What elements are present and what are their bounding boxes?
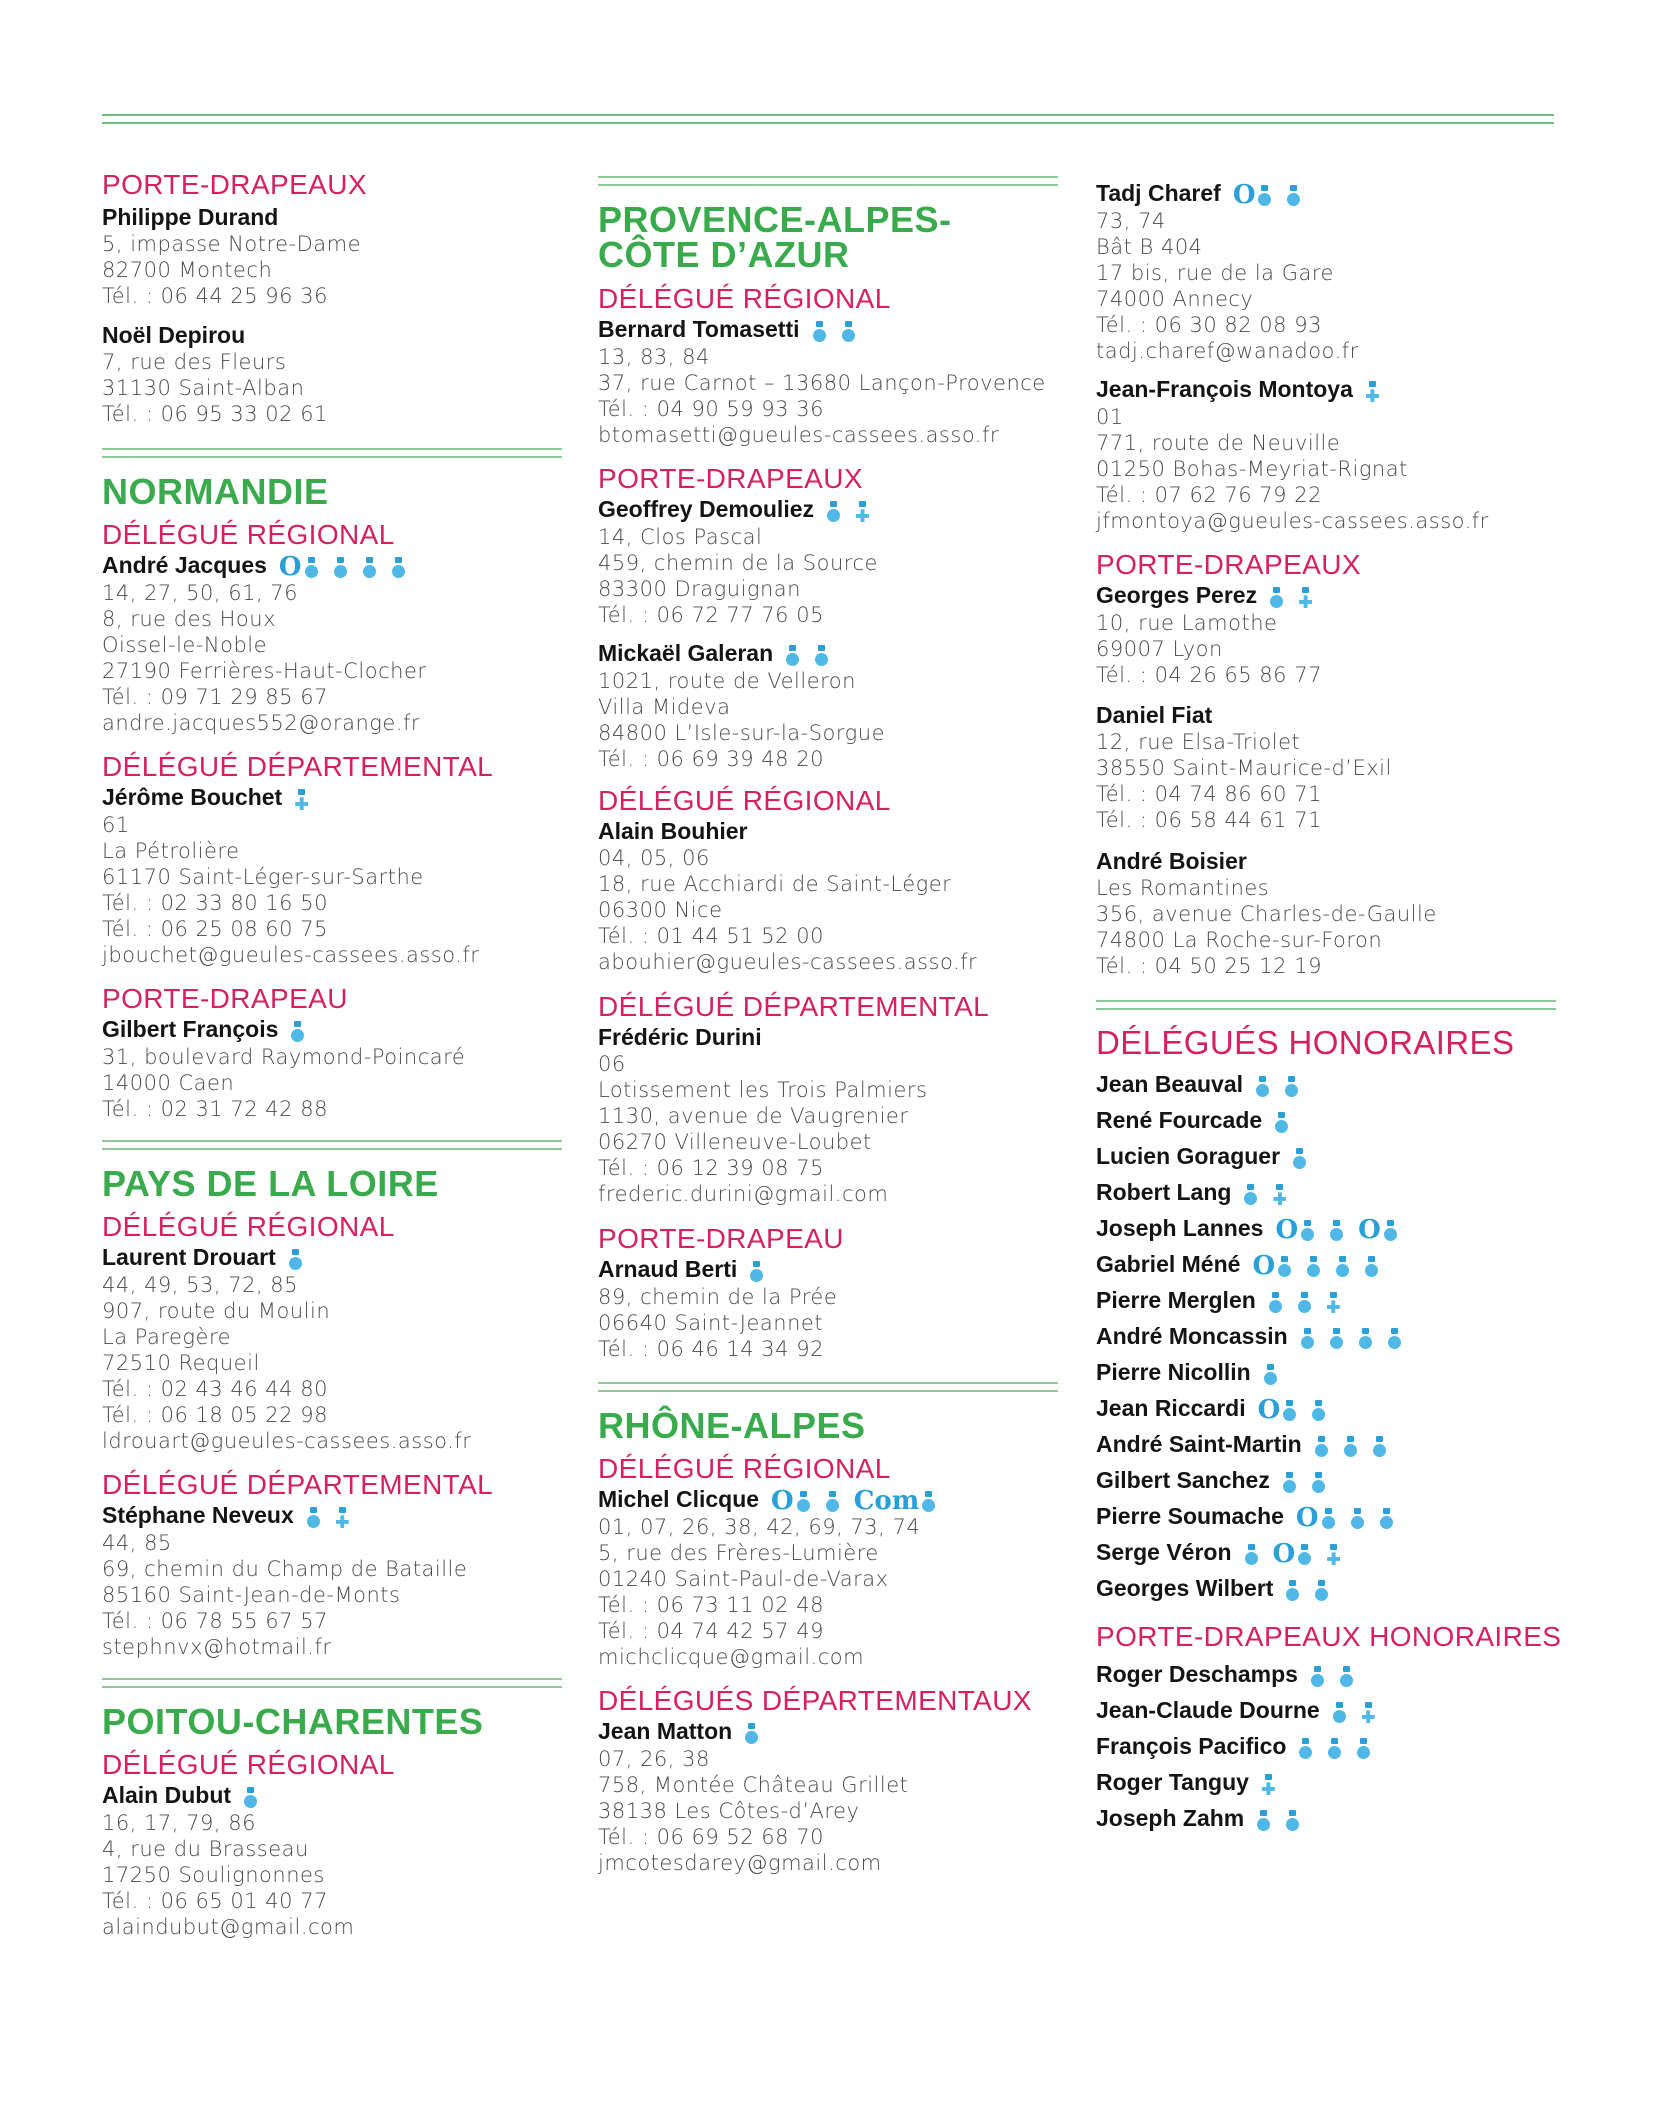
address-line: 01250 Bohas-Meyriat-Rignat: [1096, 456, 1408, 481]
medal-icons: O O: [1275, 1217, 1411, 1243]
region-heading: PAYS DE LA LOIRE: [102, 1163, 439, 1204]
address-line: 771, route de Neuville: [1096, 430, 1341, 455]
phone-line: Tél. : 04 50 25 12 19: [1096, 954, 1322, 978]
address-line: 1021, route de Velleron: [598, 668, 856, 693]
contact-name: Georges Perez: [1096, 582, 1566, 610]
email-line: jbouchet@gueules-cassees.asso.fr: [102, 942, 480, 967]
region-heading: POITOU-CHARENTES: [102, 1701, 484, 1742]
address-line: 04, 05, 06: [598, 846, 710, 870]
contact-entry: [102, 552, 572, 736]
address-line: 5, rue des Frères-Lumière: [598, 1540, 879, 1565]
address-line: 69, chemin du Champ de Bataille: [102, 1556, 468, 1581]
role-heading: PORTE-DRAPEAU: [598, 1223, 844, 1254]
role-heading: DÉLÉGUÉS DÉPARTEMENTAUX: [598, 1685, 1032, 1716]
address-line: 459, chemin de la Source: [598, 550, 878, 575]
medal-icons: [1310, 1663, 1368, 1689]
region-heading: RHÔNE-ALPES: [598, 1405, 866, 1446]
role-heading: DÉLÉGUÉ RÉGIONAL: [598, 785, 891, 816]
address-line: 44, 85: [102, 1530, 172, 1555]
role-heading: PORTE-DRAPEAUX: [598, 463, 863, 494]
contact-entry: [102, 322, 572, 427]
honorary-name: Roger Deschamps: [1096, 1656, 1566, 1692]
address-line: La Pétrolière: [102, 838, 240, 863]
honorary-name: Jean Riccardi O: [1096, 1390, 1566, 1426]
phone-line: Tél. : 02 43 46 44 80: [102, 1376, 328, 1401]
phone-line: Tél. : 06 12 39 08 75: [598, 1156, 824, 1180]
address-line: 17250 Soulignonnes: [102, 1862, 325, 1887]
contact-name: André Jacques O: [102, 552, 572, 580]
medal-icons: [749, 1258, 778, 1284]
phone-line: Tél. : 06 95 33 02 61: [102, 402, 328, 426]
contact-name: Michel Clicque O Com: [598, 1486, 1068, 1514]
honorary-flag-bearers-heading: PORTE-DRAPEAUX HONORAIRES: [1096, 1621, 1562, 1652]
medal-icons: [1255, 1073, 1313, 1099]
phone-line: Tél. : 06 73 11 02 48: [598, 1592, 824, 1617]
role-heading: DÉLÉGUÉ DÉPARTEMENTAL: [102, 751, 494, 782]
address-line: 14, Clos Pascal: [598, 524, 763, 549]
contact-name: Noël Depirou: [102, 322, 246, 348]
address-line: Bât B 404: [1096, 234, 1203, 259]
contact-name: André Boisier: [1096, 848, 1247, 874]
phone-line: Tél. : 09 71 29 85 67: [102, 684, 328, 709]
contact-name: Tadj Charef O: [1096, 180, 1566, 208]
contact-entry: [1096, 376, 1566, 534]
address-line: 10, rue Lamothe: [1096, 610, 1278, 635]
contact-entry: [598, 1256, 1068, 1362]
honorary-delegates-list: [1096, 1066, 1566, 1606]
address-line: 06300 Nice: [598, 898, 723, 922]
contact-entry: [102, 784, 572, 968]
honorary-name: André Saint-Martin: [1096, 1426, 1566, 1462]
address-line: Villa Mideva: [598, 694, 731, 719]
medal-icons: [785, 642, 843, 668]
address-line: 7, rue des Fleurs: [102, 350, 287, 374]
address-line: 14, 27, 50, 61, 76: [102, 580, 299, 605]
phone-line: Tél. : 06 44 25 96 36: [102, 284, 328, 308]
email-line: abouhier@gueules-cassees.asso.fr: [598, 950, 978, 974]
contact-name: Alain Bouhier: [598, 818, 748, 844]
honorary-name: Jean Beauval: [1096, 1066, 1566, 1102]
contact-entry: [102, 1016, 572, 1122]
medal-icons: [1285, 1577, 1343, 1603]
medal-icons: [1274, 1109, 1303, 1135]
email-line: ldrouart@gueules-cassees.asso.fr: [102, 1428, 472, 1453]
phone-line: Tél. : 04 90 59 93 36: [598, 396, 824, 421]
address-line: 85160 Saint-Jean-de-Monts: [102, 1582, 401, 1607]
honorary-name: Pierre Soumache O: [1096, 1498, 1566, 1534]
contact-entry: [1096, 180, 1566, 364]
medal-icons: [1298, 1735, 1385, 1761]
medal-icons: [1300, 1325, 1416, 1351]
role-heading: DÉLÉGUÉ DÉPARTEMENTAL: [598, 991, 990, 1022]
contact-entry: [102, 1244, 572, 1454]
contact-name: Jean Matton: [598, 1718, 1068, 1746]
honorary-name: Roger Tanguy: [1096, 1764, 1566, 1800]
phone-line: Tél. : 04 74 42 57 49: [598, 1618, 824, 1643]
contact-name: Jérôme Bouchet: [102, 784, 572, 812]
honorary-name: Georges Wilbert: [1096, 1570, 1566, 1606]
medal-icons: O: [1244, 1541, 1356, 1567]
medal-icons: [1292, 1145, 1321, 1171]
address-line: 44, 49, 53, 72, 85: [102, 1272, 299, 1297]
address-line: 16, 17, 79, 86: [102, 1810, 256, 1835]
medal-icons: [288, 1246, 317, 1272]
honorary-name: Gabriel Méné O: [1096, 1246, 1566, 1282]
section-divider: [102, 1140, 562, 1150]
address-line: 14000 Caen: [102, 1070, 235, 1095]
address-line: 84800 L’Isle-sur-la-Sorgue: [598, 720, 885, 745]
contact-name: Alain Dubut: [102, 1782, 572, 1810]
phone-line: Tél. : 06 18 05 22 98: [102, 1402, 328, 1427]
medal-icons: O: [1296, 1505, 1408, 1531]
contact-entry: [598, 316, 1068, 448]
address-line: 06640 Saint-Jeannet: [598, 1310, 824, 1335]
contact-name: Bernard Tomasetti: [598, 316, 1068, 344]
address-line: 74000 Annecy: [1096, 286, 1254, 311]
medal-icons: [744, 1720, 773, 1746]
address-line: 83300 Draguignan: [598, 576, 801, 601]
email-line: michclicque@gmail.com: [598, 1644, 865, 1669]
phone-line: Tél. : 01 44 51 52 00: [598, 924, 824, 948]
medal-icons: [306, 1504, 364, 1530]
honorary-name: Lucien Goraguer: [1096, 1138, 1566, 1174]
phone-line: Tél. : 06 69 52 68 70: [598, 1824, 824, 1849]
email-line: alaindubut@gmail.com: [102, 1914, 355, 1939]
phone-line: Tél. : 06 78 55 67 57: [102, 1608, 328, 1633]
medal-icons: [1268, 1289, 1355, 1315]
medal-icons: [1261, 1771, 1290, 1797]
address-line: 12, rue Elsa-Triolet: [1096, 730, 1301, 754]
address-line: 07, 26, 38: [598, 1746, 710, 1771]
contact-name: Laurent Drouart: [102, 1244, 572, 1272]
medal-icons: [1269, 584, 1327, 610]
medal-icons: O Com: [771, 1488, 950, 1514]
contact-entry: [1096, 848, 1566, 979]
medal-icons: [826, 498, 884, 524]
role-heading: PORTE-DRAPEAUX: [102, 169, 367, 200]
honorary-name: Joseph Lannes O O: [1096, 1210, 1566, 1246]
address-line: 06: [598, 1052, 626, 1076]
address-line: 69007 Lyon: [1096, 636, 1223, 661]
address-line: 758, Montée Château Grillet: [598, 1772, 909, 1797]
section-divider: [598, 1382, 1058, 1392]
honorary-name: Jean-Claude Dourne: [1096, 1692, 1566, 1728]
contact-entry: [102, 1502, 572, 1660]
role-heading: DÉLÉGUÉ RÉGIONAL: [102, 519, 395, 550]
address-line: 37, rue Carnot – 13680 Lançon-Provence: [598, 370, 1046, 395]
region-heading: NORMANDIE: [102, 471, 329, 512]
honorary-name: Pierre Merglen: [1096, 1282, 1566, 1318]
medal-icons: O: [1252, 1253, 1393, 1279]
contact-entry: [598, 1486, 1068, 1670]
role-heading: DÉLÉGUÉ RÉGIONAL: [598, 1453, 891, 1484]
phone-line: Tél. : 06 65 01 40 77: [102, 1888, 328, 1913]
contact-name: Geoffrey Demouliez: [598, 496, 1068, 524]
address-line: 38138 Les Côtes-d’Arey: [598, 1798, 860, 1823]
role-heading: DÉLÉGUÉ DÉPARTEMENTAL: [102, 1469, 494, 1500]
section-divider: [1096, 1000, 1556, 1010]
medal-icons: [1332, 1699, 1390, 1725]
phone-line: Tél. : 06 30 82 08 93: [1096, 312, 1322, 337]
honorary-flag-bearers-list: [1096, 1656, 1566, 1836]
email-line: frederic.durini@gmail.com: [598, 1182, 889, 1206]
medal-icons: [1243, 1181, 1301, 1207]
address-line: 01: [1096, 404, 1124, 429]
address-line: 18, rue Acchiardi de Saint-Léger: [598, 872, 952, 896]
address-line: Lotissement les Trois Palmiers: [598, 1078, 928, 1102]
address-line: 8, rue des Houx: [102, 606, 276, 631]
contact-entry: [1096, 702, 1566, 833]
email-line: tadj.charef@wanadoo.fr: [1096, 338, 1359, 363]
section-divider: [102, 1678, 562, 1688]
address-line: 13, 83, 84: [598, 344, 710, 369]
contact-entry: [598, 496, 1068, 628]
phone-line: Tél. : 06 69 39 48 20: [598, 746, 824, 771]
address-line: 74800 La Roche-sur-Foron: [1096, 928, 1383, 952]
contact-entry: [102, 204, 572, 309]
phone-line: Tél. : 07 62 76 79 22: [1096, 482, 1322, 507]
honorary-name: Serge Véron O: [1096, 1534, 1566, 1570]
medal-icons: [290, 1018, 319, 1044]
honorary-name: Gilbert Sanchez: [1096, 1462, 1566, 1498]
email-line: jmcotesdarey@gmail.com: [598, 1850, 882, 1875]
address-line: 89, chemin de la Prée: [598, 1284, 838, 1309]
address-line: 73, 74: [1096, 208, 1166, 233]
contact-name: Gilbert François: [102, 1016, 572, 1044]
contact-entry: [598, 1718, 1068, 1876]
address-line: 27190 Ferrières-Haut-Clocher: [102, 658, 427, 683]
section-divider: [598, 176, 1058, 186]
contact-name: Arnaud Berti: [598, 1256, 1068, 1284]
section-divider: [102, 448, 562, 458]
email-line: btomasetti@gueules-cassees.asso.fr: [598, 422, 999, 447]
email-line: andre.jacques552@orange.fr: [102, 710, 420, 735]
address-line: 01, 07, 26, 38, 42, 69, 73, 74: [598, 1514, 921, 1539]
honorary-name: René Fourcade: [1096, 1102, 1566, 1138]
address-line: 61: [102, 812, 130, 837]
region-heading: PROVENCE-ALPES- CÔTE D’AZUR: [598, 199, 952, 275]
email-line: stephnvx@hotmail.fr: [102, 1634, 332, 1659]
contact-name: Philippe Durand: [102, 204, 279, 230]
medal-icons: [243, 1784, 272, 1810]
address-line: 31130 Saint-Alban: [102, 376, 305, 400]
honorary-name: André Moncassin: [1096, 1318, 1566, 1354]
role-heading: DÉLÉGUÉ RÉGIONAL: [102, 1211, 395, 1242]
address-line: Les Romantines: [1096, 876, 1270, 900]
contact-name: Stéphane Neveux: [102, 1502, 572, 1530]
phone-line: Tél. : 02 31 72 42 88: [102, 1096, 328, 1121]
contact-name: Mickaël Galeran: [598, 640, 1068, 668]
address-line: 17 bis, rue de la Gare: [1096, 260, 1334, 285]
medal-icons: [812, 318, 870, 344]
phone-line: Tél. : 06 58 44 61 71: [1096, 808, 1322, 832]
address-line: 01240 Saint-Paul-de-Varax: [598, 1566, 889, 1591]
medal-icons: [1263, 1361, 1292, 1387]
address-line: 61170 Saint-Léger-sur-Sarthe: [102, 864, 424, 889]
phone-line: Tél. : 06 72 77 76 05: [598, 602, 824, 627]
address-line: 72510 Requeil: [102, 1350, 260, 1375]
honorary-name: Robert Lang: [1096, 1174, 1566, 1210]
phone-line: Tél. : 06 46 14 34 92: [598, 1336, 824, 1361]
role-heading: PORTE-DRAPEAUX: [1096, 549, 1361, 580]
medal-icons: [294, 786, 323, 812]
email-line: jfmontoya@gueules-cassees.asso.fr: [1096, 508, 1489, 533]
medal-icons: [1282, 1469, 1340, 1495]
top-divider: [102, 114, 1554, 124]
contact-name: Frédéric Durini: [598, 1024, 762, 1050]
contact-name: Daniel Fiat: [1096, 702, 1213, 728]
address-line: 4, rue du Brasseau: [102, 1836, 309, 1861]
phone-line: Tél. : 06 25 08 60 75: [102, 916, 328, 941]
address-line: 82700 Montech: [102, 258, 273, 282]
address-line: 356, avenue Charles-de-Gaulle: [1096, 902, 1437, 926]
address-line: 06270 Villeneuve-Loubet: [598, 1130, 872, 1154]
contact-name: Jean-François Montoya: [1096, 376, 1566, 404]
address-line: La Paregère: [102, 1324, 232, 1349]
honorary-delegates-heading: DÉLÉGUÉS HONORAIRES: [1096, 1024, 1515, 1061]
honorary-name: Joseph Zahm: [1096, 1800, 1566, 1836]
medal-icons: O: [279, 554, 420, 580]
address-line: 38550 Saint-Maurice-d’Exil: [1096, 756, 1392, 780]
honorary-name: François Pacifico: [1096, 1728, 1566, 1764]
honorary-name: Pierre Nicollin: [1096, 1354, 1566, 1390]
medal-icons: O: [1233, 182, 1316, 208]
address-line: 31, boulevard Raymond-Poincaré: [102, 1044, 466, 1069]
role-heading: PORTE-DRAPEAU: [102, 983, 348, 1014]
medal-icons: [1256, 1807, 1314, 1833]
contact-entry: [1096, 582, 1566, 688]
address-line: 1130, avenue de Vaugrenier: [598, 1104, 909, 1128]
address-line: 5, impasse Notre-Dame: [102, 232, 362, 256]
phone-line: Tél. : 02 33 80 16 50: [102, 890, 328, 915]
contact-entry: [598, 1024, 1068, 1207]
address-line: 907, route du Moulin: [102, 1298, 331, 1323]
role-heading: DÉLÉGUÉ RÉGIONAL: [598, 283, 891, 314]
phone-line: Tél. : 04 74 86 60 71: [1096, 782, 1322, 806]
contact-entry: [598, 640, 1068, 772]
phone-line: Tél. : 04 26 65 86 77: [1096, 662, 1322, 687]
contact-entry: [102, 1782, 572, 1940]
role-heading: DÉLÉGUÉ RÉGIONAL: [102, 1749, 395, 1780]
medal-icons: [1365, 378, 1394, 404]
medal-icons: [1314, 1433, 1401, 1459]
contact-entry: [598, 818, 1068, 975]
medal-icons: O: [1258, 1397, 1341, 1423]
address-line: Oissel-le-Noble: [102, 632, 268, 657]
